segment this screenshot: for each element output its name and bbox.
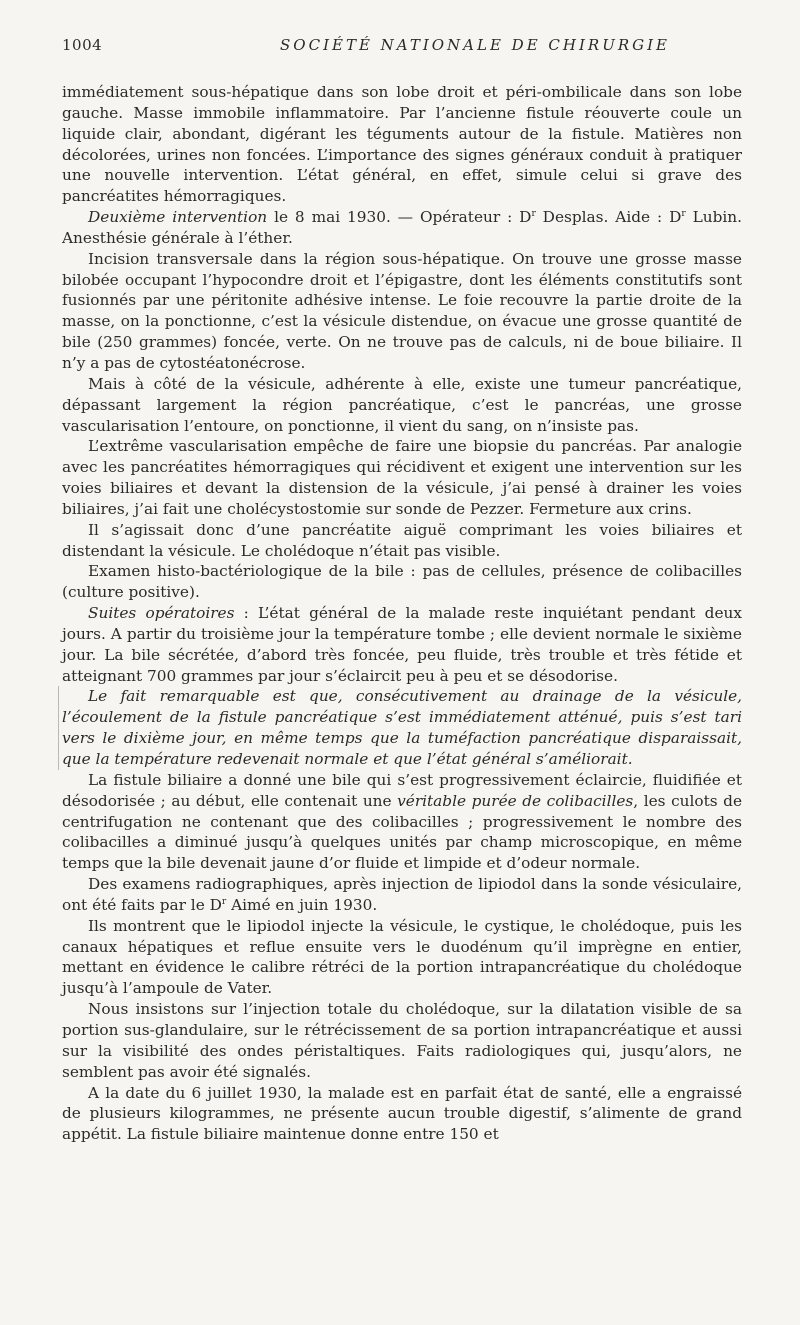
- paragraph-14: A la date du 6 juillet 1930, la malade est en parfait état de santé, elle a engraissé de plusieurs kilogrammes, ne présente aucun trouble digestif, s’alimente de grand appétit. La fistule biliaire maintenue donne entre 150 et: [62, 1083, 742, 1144]
- paragraph-5: L’extrême vascularisation empêche de faire une biopsie du pancréas. Par analogie avec les pancréatites hémorragiques qui récidivent et exigent une intervention sur les voies biliaires et devant la distension de la vésicule, j’ai pensé à drainer les voies biliaires, j’ai fait une cholécystostomie sur sonde de Pezzer. Fermeture aux crins.: [62, 437, 742, 518]
- paragraph-7: Examen histo-bactériologique de la bile : pas de cellules, présence de colibacilles (culture positive).: [62, 562, 742, 602]
- paragraph-9-emphasis: Le fait remarquable est que, consécutivement au drainage de la vésicule, l’écoulement de la fistule pancréatique s’est immédiatement atténué, puis s’est tari vers le dixième jour, en même temps que la tuméfaction pancréatique disparaissait, que la température redevenait normale et que l’état général s’améliorait.: [58, 686, 742, 769]
- paragraph-10: La fistule biliaire a donné une bile qui s’est progressivement éclaircie, fluidifiée et désodorisée ; au début, elle contenait une véritable purée de colibacilles, les culots de centrifugation ne contenant que des colibacilles ; progressivement le nombre des colibacilles a diminué jusqu’à quelques unités par champ microscopique, en même temps que la bile devenait jaune d’or fluide et limpide et d’odeur normale.: [62, 770, 742, 873]
- section-label-suites-operatoires: Suites opératoires: [88, 604, 235, 623]
- paragraph-4: Mais à côté de la vésicule, adhérente à elle, existe une tumeur pancréatique, dépassant largement la région pancréatique, c’est le pancréas, une grosse vascularisation l’entoure, on ponctionne, il vient du sang, on n’insiste pas.: [62, 374, 742, 435]
- paragraph-6: Il s’agissait donc d’une pancréatite aiguë comprimant les voies biliaires et distendant la vésicule. Le cholédoque n’était pas visible.: [62, 520, 742, 560]
- paragraph-2: Deuxième intervention le 8 mai 1930. — Opérateur : $D^r$ Desplas. Aide : $D^r$ Lubin. Anesthésie générale à l’éther.: [62, 208, 742, 247]
- page-number: 1004: [62, 36, 103, 54]
- paragraph-3: Incision transversale dans la région sous-hépatique. On trouve une grosse masse bilobée occupant l’hypocondre droit et l’épigastre, dont les éléments constitutifs sont fusionnés par une péritonite adhésive intense. Le foie recouvre la partie droite de la masse, on la ponctionne, c’est la vésicule distendue, on évacue une grosse quantité de bile (250 grammes) foncée, verte. On ne trouve pas de calculs, ni de boue biliaire. Il n’y a pas de cytostéatonécrose.: [62, 249, 742, 372]
- body-text: [62, 82, 742, 1145]
- running-title: SOCIÉTÉ NATIONALE DE CHIRURGIE: [280, 36, 670, 54]
- running-header: [62, 36, 740, 54]
- paragraph-11: Des examens radiographiques, après injection de lipiodol dans la sonde vésiculaire, ont été faits par le $D^r$ Aimé en juin 1930.: [62, 875, 742, 914]
- paragraph-13: Nous insistons sur l’injection totale du cholédoque, sur la dilatation visible de sa portion sus-glandulaire, sur le rétrécissement de sa portion intrapancréatique et aussi sur la visibilité des ondes péristaltiques. Faits radiologiques qui, jusqu’alors, ne semblent pas avoir été signalés.: [62, 1000, 742, 1081]
- paragraph-12: Ils montrent que le lipiodol injecte la vésicule, le cystique, le cholédoque, puis les canaux hépatiques et reflue ensuite vers le duodénum qu’il imprègne en entier, mettant en évidence le calibre rétréci de la portion intrapancréatique du cholédoque jusqu’à l’ampoule de Vater.: [62, 916, 742, 998]
- section-label-deuxieme-intervention: Deuxième intervention: [88, 208, 268, 227]
- paragraph-8: Suites opératoires : L’état général de la malade reste inquiétant pendant deux jours. A partir du troisième jour la température tombe ; elle devient normale le sixième jour. La bile sécrétée, d’abord très foncée, peu fluide, très trouble et très fétide et atteignant 700 grammes par jour s’éclaircit peu à peu et se désodorise.: [62, 604, 742, 685]
- paragraph-1: immédiatement sous-hépatique dans son lobe droit et péri-ombilicale dans son lobe gauche. Masse immobile inflammatoire. Par l’ancienne fistule réouverte coule un liquide clair, abondant, digérant les téguments autour de la fistule. Matières non décolorées, urines non foncées. L’importance des signes généraux conduit à pratiquer une nouvelle intervention. L’état général, en effet, simule celui si grave des pancréatites hémorragiques.: [62, 83, 742, 206]
